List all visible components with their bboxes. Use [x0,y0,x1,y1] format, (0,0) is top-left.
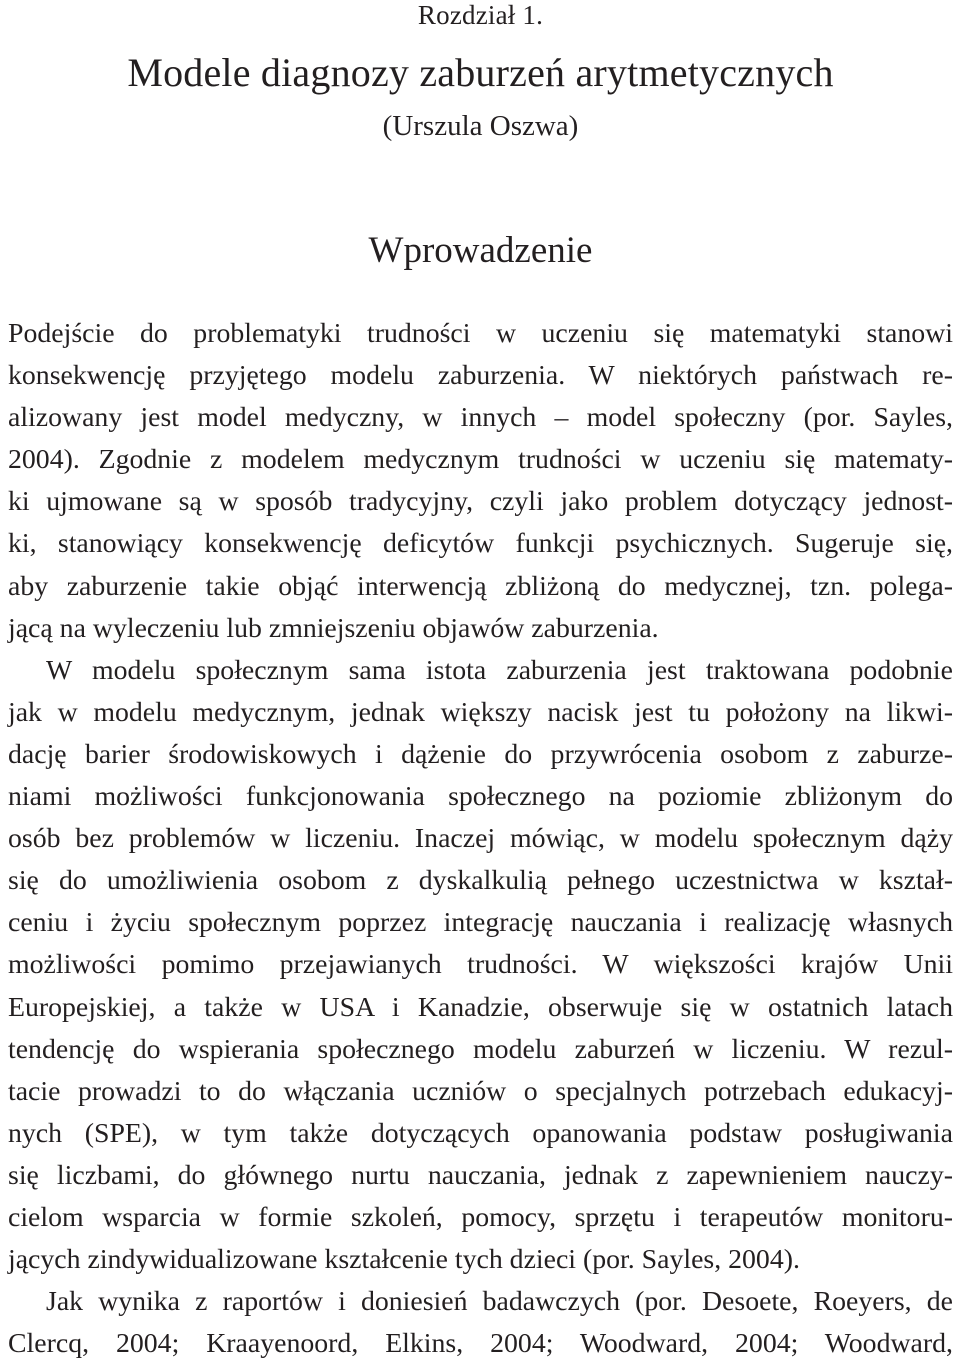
chapter-title: Modele diagnozy zaburzeń arytmetycznych [127,50,834,95]
text-line: Jak wynika z raportów i doniesień badawczych (por. Desoete, Roeyers, de [46,1286,953,1318]
text-line: ki, stanowiący konsekwencję deficytów funkcji psychicznych. Sugeruje się, [8,528,953,560]
chapter-author: (Urszula Oszwa) [382,110,579,142]
text-line: osób bez problemów w liczeniu. Inaczej mówiąc, w modelu społecznym dąży [8,823,953,855]
text-line: Europejskiej, a także w USA i Kanadzie, obserwuje się w ostatnich latach [8,991,953,1023]
text-line: dację barier środowiskowych i dążenie do przywrócenia osobom z zaburze- [8,738,953,770]
text-line: tacie prowadzi to do włączania uczniów o specjalnych potrzebach edukacyj- [8,1075,953,1107]
book-page [8,0,953,1365]
text-line: 2004). Zgodnie z modelem medycznym trudności w uczeniu się matematy- [8,444,953,476]
text-line: nych (SPE), w tym także dotyczących opanowania podstaw posługiwania [8,1117,953,1149]
text-line: W modelu społecznym sama istota zaburzenia jest traktowana podobnie [46,654,953,686]
section-title: Wprowadzenie [368,230,593,271]
text-line: ki ujmowane są w sposób tradycyjny, czyli jako problem dotyczący jednost- [8,486,953,518]
text-line: cielom wsparcia w formie szkoleń, pomocy, sprzętu i terapeutów monitoru- [8,1201,953,1233]
text-line: konsekwencję przyjętego modelu zaburzenia. W niektórych państwach re- [8,360,953,392]
body-text [8,313,953,1365]
text-line: Podejście do problematyki trudności w uczeniu się matematyki stanowi [8,318,953,349]
text-line: Clercq, 2004; Kraayenoord, Elkins, 2004; Woodward, 2004; Woodward, [8,1328,953,1360]
text-line: się do umożliwienia osobom z dyskalkulią pełnego uczestnictwa w kształ- [8,865,953,897]
text-line: aby zaburzenie takie objąć interwencją zbliżoną do medycznej, tzn. polega- [8,570,953,602]
text-line: się liczbami, do głównego nurtu nauczania, jednak z zapewnieniem nauczy- [8,1159,953,1191]
text-line: tendencję do wspierania społecznego modelu zaburzeń w liczeniu. W rezul- [8,1033,953,1065]
text-line: ceniu i życiu społecznym poprzez integrację nauczania i realizację własnych [8,907,953,939]
text-line: jących zindywidualizowane kształcenie tych dzieci (por. Sayles, 2004). [8,1244,800,1276]
text-line: alizowany jest model medyczny, w innych – model społeczny (por. Sayles, [8,402,953,434]
chapter-label: Rozdział 1. [417,0,544,30]
text-line: jak w modelu medycznym, jednak większy nacisk jest tu położony na likwi- [8,696,953,728]
text-line: możliwości pomimo przejawianych trudności. W większości krajów Unii [8,949,953,981]
text-line: niami możliwości funkcjonowania społecznego na poziomie zbliżonym do [8,781,953,813]
text-line: jącą na wyleczeniu lub zmniejszeniu objawów zaburzenia. [8,612,659,644]
